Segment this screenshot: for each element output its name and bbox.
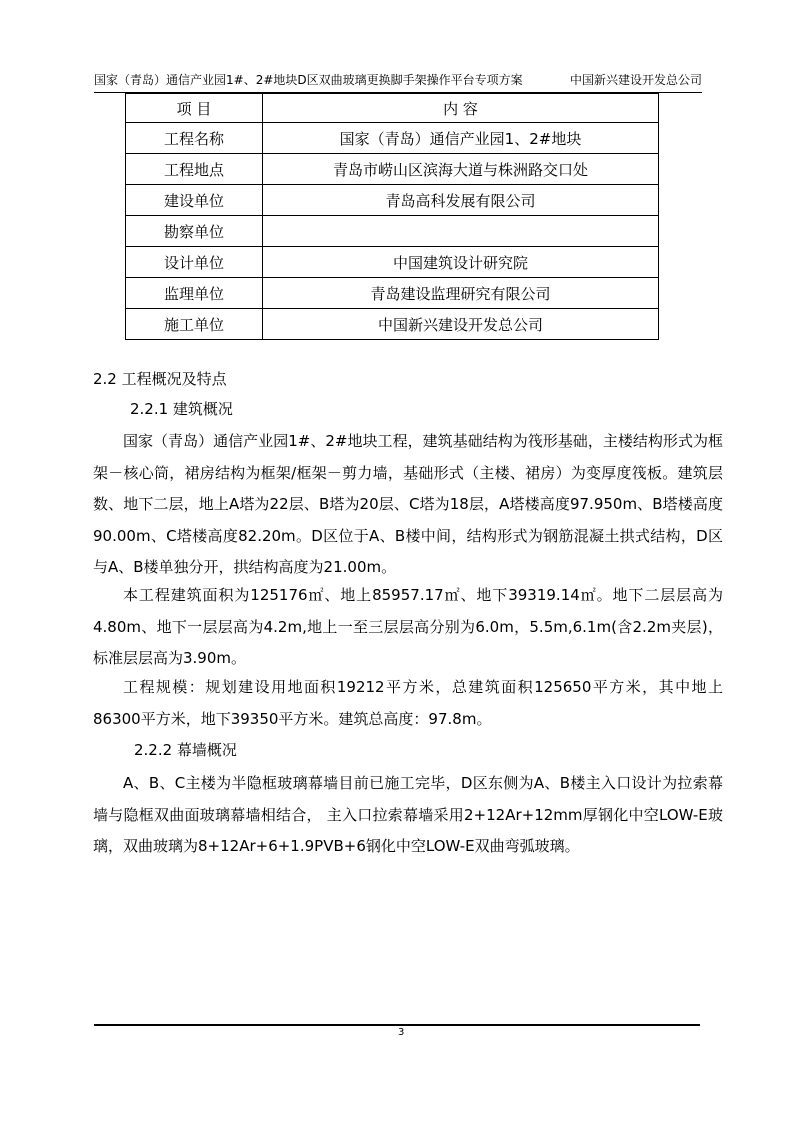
table-row (126, 154, 659, 185)
row-value: 国家（青岛）通信产业园1、2#地块 (263, 123, 659, 154)
table-row (126, 309, 659, 340)
table-row (126, 278, 659, 309)
row-key: 设计单位 (126, 247, 263, 278)
footer-rule (94, 1024, 700, 1026)
row-key: 工程名称 (126, 123, 263, 154)
paragraph-building-overview: 国家（青岛）通信产业园1#、2#地块工程，建筑基础结构为筏形基础，主楼结构形式为框架－核心筒，裙房结构为框架/框架－剪力墙，基础形式（主楼、裙房）为变厚度筏板。建筑层数、地下二层，地上A塔为22层、B塔为20层、C塔为18层，A塔楼高度97.950m、B塔楼高度90.00m、C塔楼高度82.20m。D区位于A、B楼中间，结构形式为钢筋混凝土拱式结构，D区与A、B楼单独分开，拱结构高度为21.00m。 (93, 432, 723, 576)
page-number: 3 (398, 1027, 405, 1038)
row-key: 工程地点 (126, 154, 263, 185)
row-value (263, 216, 659, 247)
header-company-name: 中国新兴建设开发总公司 (570, 73, 703, 87)
project-info-table (125, 93, 659, 340)
section-heading: 2.2 工程概况及特点 (93, 370, 227, 388)
header-document-title: 国家（青岛）通信产业园1#、2#地块D区双曲玻璃更换脚手架操作平台专项方案 (94, 73, 523, 87)
row-value: 青岛高科发展有限公司 (263, 185, 659, 216)
table-row (126, 123, 659, 154)
table-header-item: 项 目 (126, 94, 263, 123)
row-value: 青岛市崂山区滨海大道与株洲路交口处 (263, 154, 659, 185)
row-value: 中国新兴建设开发总公司 (263, 309, 659, 340)
subsection-heading-curtain-wall: 2.2.2 幕墙概况 (134, 741, 237, 759)
row-key: 施工单位 (126, 309, 263, 340)
row-key: 监理单位 (126, 278, 263, 309)
row-key: 建设单位 (126, 185, 263, 216)
table-header-row (126, 94, 659, 123)
row-value: 中国建筑设计研究院 (263, 247, 659, 278)
table-row (126, 216, 659, 247)
subsection-heading-building: 2.2.1 建筑概况 (130, 400, 233, 418)
row-value: 青岛建设监理研究有限公司 (263, 278, 659, 309)
paragraph-building-area: 本工程建筑面积为125176㎡、地上85957.17㎡、地下39319.14㎡。地下二层层高为4.80m、地下一层层高为4.2m,地上一至三层层高分别为6.0m，5.5m,6.1m(含2.2m夹层)，标准层层高为3.90m。 (93, 586, 723, 667)
row-key: 勘察单位 (126, 216, 263, 247)
paragraph-curtain-wall: A、B、C主楼为半隐框玻璃幕墙目前已施工完毕，D区东侧为A、B楼主入口设计为拉索幕墙与隐框双曲面玻璃幕墙相结合， 主入口拉索幕墙采用2+12Ar+12mm厚钢化中空LOW-E玻璃，双曲玻璃为8+12Ar+6+1.9PVB+6钢化中空LOW-E双曲弯弧玻璃。 (93, 774, 723, 855)
table-header-content: 内 容 (263, 94, 659, 123)
table-row (126, 185, 659, 216)
table-row (126, 247, 659, 278)
paragraph-project-scale: 工程规模：规划建设用地面积19212平方米，总建筑面积125650平方米，其中地上86300平方米，地下39350平方米。建筑总高度：97.8m。 (93, 678, 723, 728)
